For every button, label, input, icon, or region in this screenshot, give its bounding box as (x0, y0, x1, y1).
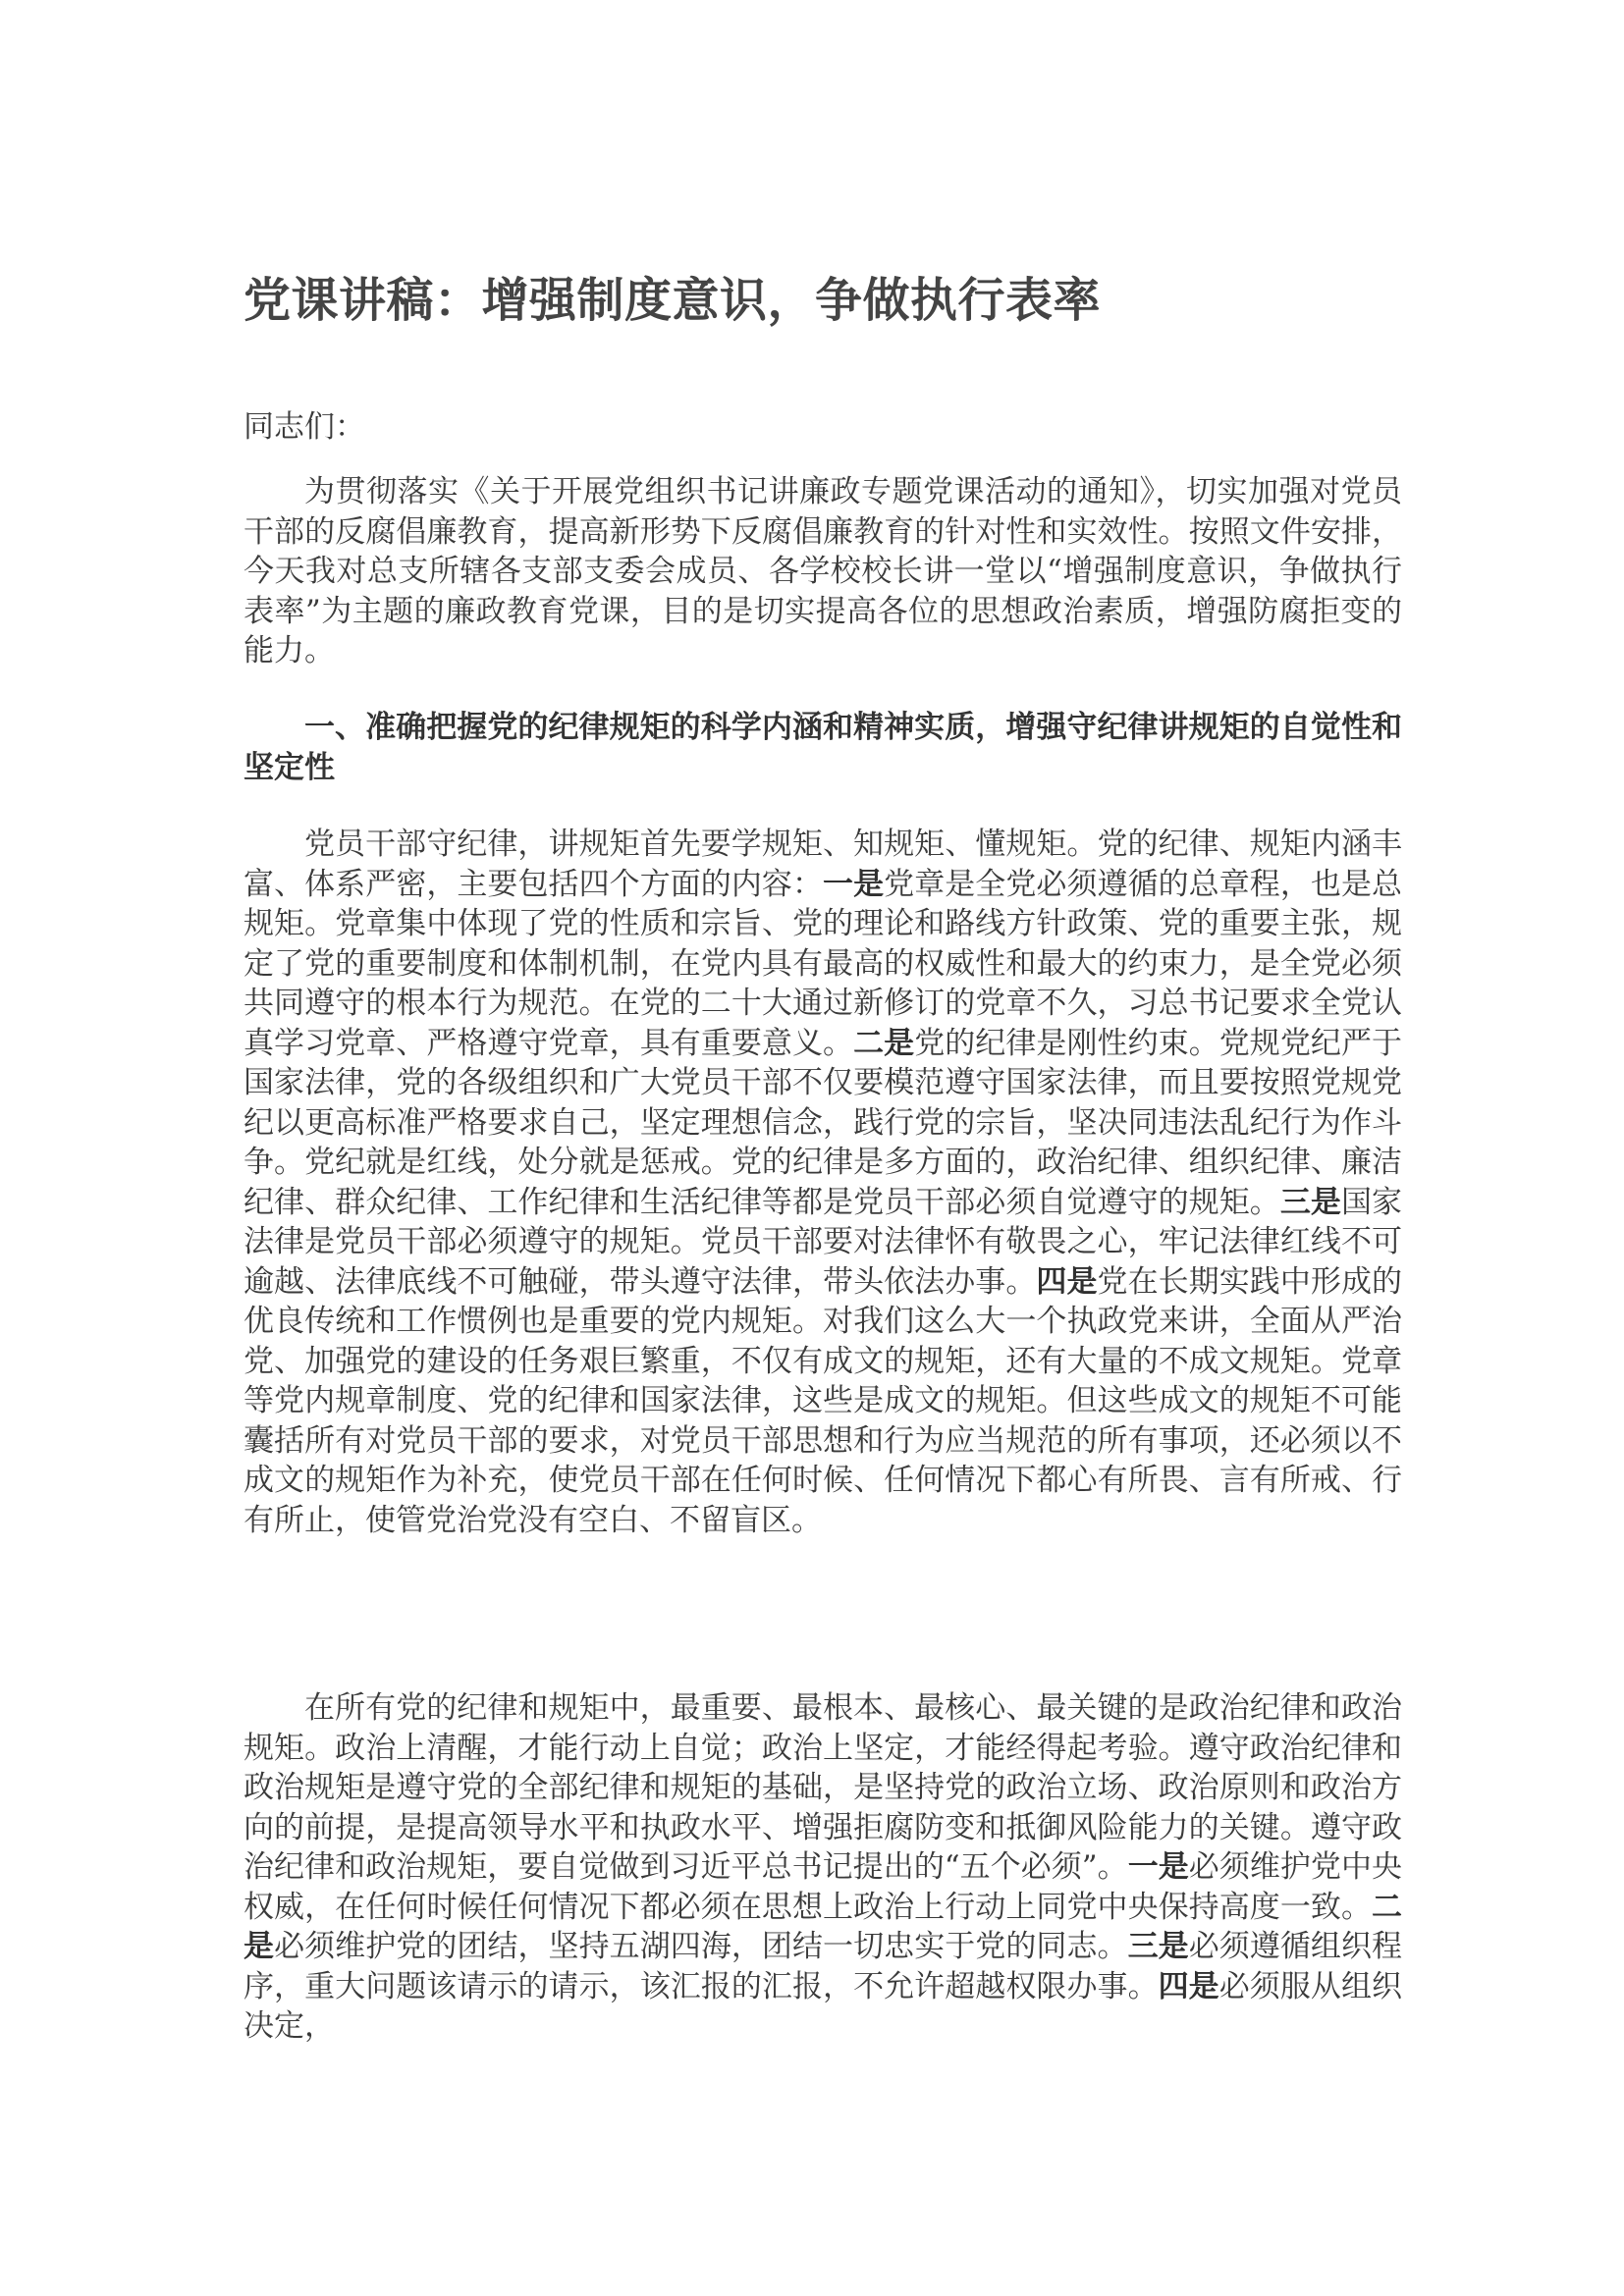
emphasis-point-3: 三是 (1127, 1929, 1189, 1964)
document-title: 党课讲稿：增强制度意识，争做执行表率 (244, 273, 1102, 328)
paragraph-text: 必须遵循组织程序，重大问题该请示的请示，该汇报的汇报，不允许超越权限办事。 (244, 1929, 1403, 2004)
paragraph-text: 必须维护党的团结，坚持五湖四海，团结一切忠实于党的同志。 (274, 1929, 1128, 1964)
paragraph-text: 必须维护党中央权威，在任何时候任何情况下都必须在思想上政治上行动上同党中央保持高度一致。 (244, 1849, 1403, 1925)
paragraph-text: 必须服从组织决定， (244, 1968, 1403, 2044)
body-paragraph-2 (244, 825, 1402, 1540)
emphasis-point-2: 二是 (244, 1889, 1402, 1964)
emphasis-point-1: 一是 (1127, 1849, 1189, 1885)
body-paragraph-3 (244, 1688, 1402, 2047)
paragraph-text: 国家法律是党员干部必须遵守的规矩。党员干部要对法律怀有敬畏之心，牢记法律红线不可逾越、法律底线不可触碰，带头遵守法律，带头依法办事。 (244, 1184, 1403, 1300)
paragraph-text: 党员干部守纪律，讲规矩首先要学规矩、知规矩、懂规矩。党的纪律、规矩内涵丰富、体系严密，主要包括四个方面的内容： (244, 827, 1402, 902)
paragraph-text: 党在长期实践中形成的优良传统和工作惯例也是重要的党内规矩。对我们这么大一个执政党来讲，全面从严治党、加强党的建设的任务艰巨繁重，不仅有成文的规矩，还有大量的不成文规矩。党章等党内规章制度、党的纪律和国家法律，这些是成文的规矩。但这些成文的规矩不可能囊括所有对党员干部的要求，对党员干部思想和行为应当规范的所有事项，还必须以不成文的规矩作为补充，使党员干部在任何时候、任何情况下都心有所畏、言有所戒、行有所止，使管党治党没有空白、不留盲区。 (244, 1263, 1403, 1538)
intro-paragraph: 为贯彻落实《关于开展党组织书记讲廉政专题党课活动的通知》，切实加强对党员干部的反腐倡廉教育，提高新形势下反腐倡廉教育的针对性和实效性。按照文件安排，今天我对总支所辖各支部支委会成员、各学校校长讲一堂以“增强制度意识，争做执行表率”为主题的廉政教育党课，目的是切实提高各位的思想政治素质，增强防腐拒变的能力。 (244, 474, 1402, 668)
emphasis-point-3: 三是 (1279, 1184, 1341, 1220)
paragraph-text: 党的纪律是刚性约束。党规党纪严于国家法律，党的各级组织和广大党员干部不仅要模范遵守国家法律，而且要按照党规党纪以更高标准严格要求自己，坚定理想信念，践行党的宗旨，坚决同违法乱纪行为作斗争。党纪就是红线，处分就是惩戒。党的纪律是多方面的，政治纪律、组织纪律、廉洁纪律、群众纪律、工作纪律和生活纪律等都是党员干部必须自觉遵守的规矩。 (244, 1025, 1403, 1220)
emphasis-point-2: 二是 (853, 1025, 915, 1061)
paragraph-text: 党章是全党必须遵循的总章程，也是总规矩。党章集中体现了党的性质和宗旨、党的理论和路线方针政策、党的重要主张，规定了党的重要制度和体制机制，在党内具有最高的权威性和最大的约束力，是全党必须共同遵守的根本行为规范。在党的二十大通过新修订的党章不久，习总书记要求全党认真学习党章、严格遵守党章，具有重要意义。 (244, 866, 1403, 1061)
paragraph-text: 在所有党的纪律和规矩中，最重要、最根本、最核心、最关键的是政治纪律和政治规矩。政治上清醒，才能行动上自觉；政治上坚定，才能经得起考验。遵守政治纪律和政治规矩是遵守党的全部纪律和规矩的基础，是坚持党的政治立场、政治原则和政治方向的前提，是提高领导水平和执政水平、增强拒腐防变和抵御风险能力的关键。遵守政治纪律和政治规矩，要自觉做到习近平总书记提出的“五个必须”。 (244, 1690, 1402, 1885)
section-heading-1: 一、准确把握党的纪律规矩的科学内涵和精神实质，增强守纪律讲规矩的自觉性和坚定性 (244, 710, 1402, 785)
salutation: 同志们： (244, 409, 365, 445)
emphasis-point-4: 四是 (1158, 1968, 1219, 2004)
emphasis-point-4: 四是 (1036, 1263, 1098, 1300)
emphasis-point-1: 一是 (823, 866, 885, 902)
